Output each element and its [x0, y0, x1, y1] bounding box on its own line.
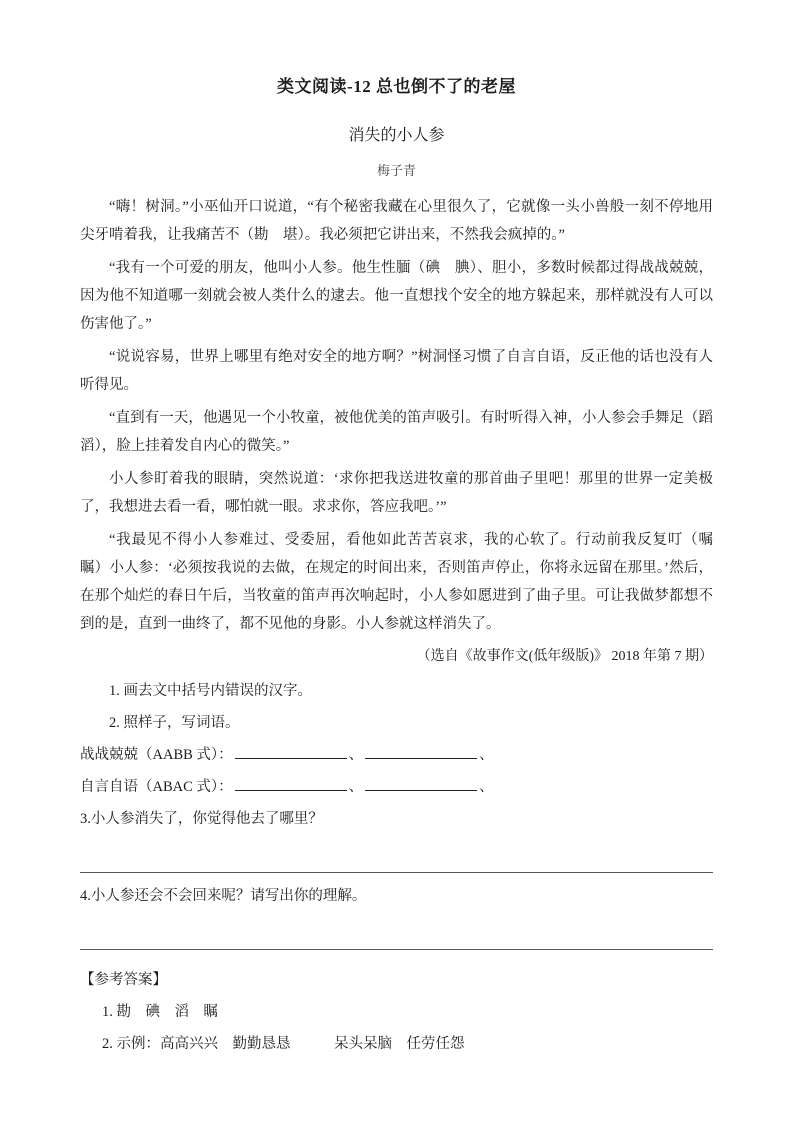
author-name: 梅子青 [376, 163, 416, 178]
answers-header: 【参考答案】 [80, 972, 167, 988]
source-attribution: （选自《故事作文(低年级版)》 2018 年第 7 期） [416, 649, 713, 664]
reference-answers-section [80, 964, 713, 1060]
question-2-aabb-row [80, 739, 713, 771]
answer-blank-aabb-2 [365, 745, 477, 759]
answer-item-2: 2. 示例：高高兴兴 勤勤恳恳 呆头呆脑 任劳任怨 [102, 1036, 465, 1052]
answer-blank-aabb-1 [235, 745, 347, 759]
story-body [80, 193, 728, 671]
story-paragraph: 小人参盯着我的眼睛，突然说道：‘求你把我送进牧童的那首曲子里吧！那里的世界一定美极了，我想进去看一看，哪怕就一眼。求求你，答应我吧。’” [80, 471, 713, 515]
story-paragraph: “我有一个可爱的朋友，他叫小人参。他生性腼（碘 腆）、胆小，多数时候都过得战战兢兢，因为他不知道哪一刻就会被人类什么的逮去。他一直想找个安全的地方躲起来，那样就没有人可以伤害他了。” [80, 260, 713, 332]
question-4: 4.小人参还会不会回来呢？请写出你的理解。 [80, 888, 367, 904]
answer-item-1: 1. 勘 碘 滔 瞩 [102, 1004, 218, 1020]
story-paragraph: “说说容易，世界上哪里有绝对安全的地方啊？”树洞怪习惯了自言自语，反正他的话也没有人听得见。 [80, 349, 713, 393]
list-separator: 、 [348, 779, 364, 795]
questions-section [80, 675, 713, 950]
abac-label: 自言自语（ABAC 式）： [80, 779, 233, 795]
aabb-label: 战战兢兢（AABB 式）： [80, 747, 233, 763]
question-3: 3.小人参消失了，你觉得他去了哪里？ [80, 811, 323, 827]
story-paragraph: “我最见不得小人参难过、受委屈，看他如此苦苦哀求，我的心软了。行动前我反复叮（嘱 瞩）小人参：‘必须按我说的去做，在规定的时间出来，否则笛声停止，你将永远留在那里。’然后，在那个灿烂的春日午后，当牧童的笛声再次响起时，小人参如愿进到了曲子里。可让我做梦都想不到的是，直到一曲终了，都不见他的身影。小人参就这样消失了。 [80, 532, 728, 632]
list-separator: 、 [479, 747, 494, 763]
question-2-abac-row [80, 771, 713, 803]
list-separator: 、 [348, 747, 364, 763]
story-title: 消失的小人参 [348, 127, 445, 144]
story-paragraph: “直到有一天，他遇见一个小牧童，被他优美的笛声吸引。有时听得入神，小人参会手舞足（蹈 滔），脸上挂着发自内心的微笑。” [80, 410, 728, 454]
document-title: 类文阅读-12 总也倒不了的老屋 [277, 77, 516, 96]
answer-blank-abac-1 [235, 777, 347, 791]
answer-blank-abac-2 [365, 777, 477, 791]
story-paragraph: “嗨！树洞。”小巫仙开口说道，“有个秘密我藏在心里很久了，它就像一头小兽般一刻不停地用尖牙啃着我，让我痛苦不（勘 堪）。我必须把它讲出来，不然我会疯掉的。” [80, 199, 713, 243]
answer-line-q3 [80, 835, 713, 873]
question-1: 1. 画去文中括号内错误的汉字。 [109, 683, 312, 699]
answer-line-q4 [80, 912, 713, 950]
list-separator: 、 [479, 779, 494, 795]
question-2: 2. 照样子，写词语。 [109, 715, 240, 731]
